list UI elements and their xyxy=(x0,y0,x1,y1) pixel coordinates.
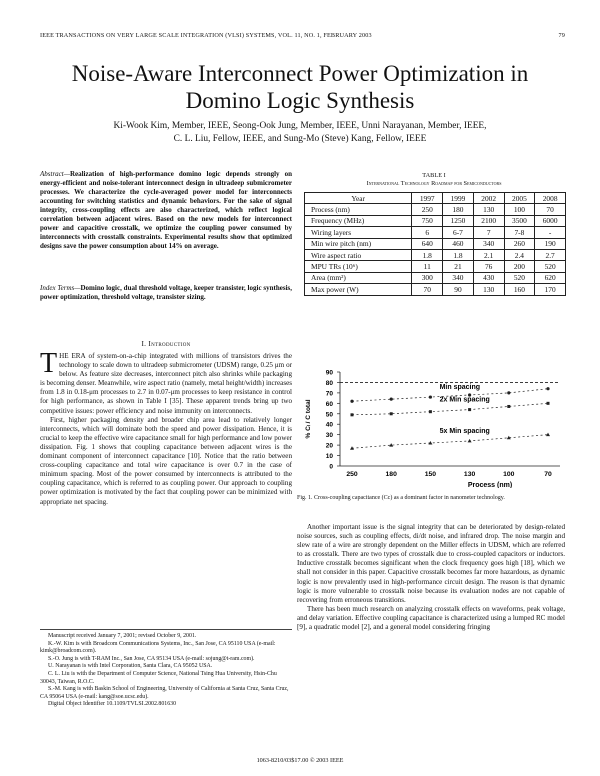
abstract xyxy=(40,170,292,251)
series-label: Min spacing xyxy=(439,383,481,391)
table-cell: Area (mm²) xyxy=(305,272,412,283)
table-cell: 340 xyxy=(443,272,474,283)
table-cell: 160 xyxy=(504,284,535,295)
table-header-cell: Year xyxy=(305,193,412,204)
table-cell: Max power (W) xyxy=(305,284,412,295)
table-cell: 6-7 xyxy=(443,227,474,238)
intro-paragraph-1: THE ERA of system-on-a-chip integrated with millions of transistors drives the technology to scale down to ultradeep submicrometer (UDSM) range, 0.25 μm or below. As feature size decreases, interconnect pitch also shrinks while packaging is becoming denser. Meanwhile, wire aspect ratio (namely, metal height/width) increases from 1.8 in 0.18-μm processes to 2.7 in 0.07-μm processes to keep resistance in control for high performance, as shown in Table I [35]. These apparent trends bring up two competitive issues: power efficiency and noise immunity on interconnects. xyxy=(40,348,293,415)
table-header-cell: 2005 xyxy=(504,193,535,204)
y-tick-label: 70 xyxy=(325,390,333,398)
y-tick-label: 50 xyxy=(325,411,333,419)
author-list: Ki-Wook Kim, Member, IEEE, Seong-Ook Jung, Member, IEEE, Unni Narayanan, Member, IEEE, C. L. Liu, Fellow, IEEE, and Sung-Mo (Steve) Kang, Fellow, IEEE xyxy=(113,121,487,144)
table-cell: 3500 xyxy=(504,215,535,226)
table-cell: 1.8 xyxy=(412,249,443,260)
y-tick-label: 30 xyxy=(325,432,333,440)
table-cell: Process (nm) xyxy=(305,204,412,215)
table-cell: 7-8 xyxy=(504,227,535,238)
table-cell: 180 xyxy=(443,204,474,215)
journal-name: IEEE TRANSACTIONS ON VERY LARGE SCALE INTEGRATION (VLSI) SYSTEMS, VOL. 11, NO. 1, FEBRUARY 2003 xyxy=(40,32,372,39)
data-point xyxy=(507,391,510,394)
data-point xyxy=(429,395,432,398)
y-tick-label: 20 xyxy=(325,442,333,450)
table-row xyxy=(305,249,566,260)
table-cell: - xyxy=(535,227,566,238)
series-line xyxy=(352,403,548,414)
right-paragraph-1: Another important issue is the signal integrity that can be deteriorated by design-related noise sources, such as coupling effects, di/dt noise, and infrared drop. The noise margin and slew rate of a wire are strongly dependent on the Miller effects in UDSM, which are referred to as crosstalk. There are two types of crosstalk due to cross-coupled capacitors or inductors. Inductive crosstalk becomes significant when the clock frequency goes high [18], which we shall not consider in this paper. Capacitive crosstalk becomes far more hazardous, as dynamic logic is now prevalently used in high-performance circuit design. The reason is that dynamic logic is more vulnerable to crosstalk noise because its evaluation nodes are not capable of recovering from erroneous transitions. xyxy=(297,523,565,604)
data-point xyxy=(546,387,549,390)
table-cell: Wire aspect ratio xyxy=(305,249,412,260)
table-header-cell: 2002 xyxy=(473,193,504,204)
abstract-text: Realization of high-performance domino logic depends strongly on energy-efficient and noise-tolerant interconnect design in ultradeep submicrometer processes. We characterize the cycle-averaged power model for interconnects accounting for switching statistics and dynamic behaviors. For the sake of signal integrity, cross-coupling effects are also characterized, which reflect logical correlation between adjacent wires. Based on the new models for interconnect power and capacitive crosstalk, we optimize the coupling power consumed by interconnects with crosstalk constraints. Experimental results show that optimized designs save the power consumption about 14% on average. xyxy=(40,170,292,250)
y-tick-label: 80 xyxy=(325,379,333,387)
x-tick-label: 180 xyxy=(385,471,397,478)
data-point xyxy=(546,433,550,437)
page-number: 79 xyxy=(558,32,565,39)
table-cell: 70 xyxy=(535,204,566,215)
table-cell: MPU TRs (10⁶) xyxy=(305,261,412,272)
data-point xyxy=(429,410,432,413)
table-number: TABLE I xyxy=(422,172,446,179)
table-cell: 520 xyxy=(504,272,535,283)
table-cell: 260 xyxy=(504,238,535,249)
table-row xyxy=(305,227,566,238)
table-cell: 7 xyxy=(473,227,504,238)
table-cell: 1.8 xyxy=(443,249,474,260)
data-point xyxy=(390,398,393,401)
table-header-cell: 1999 xyxy=(443,193,474,204)
y-axis-label: % Cₗ / C total xyxy=(305,399,312,439)
index-terms xyxy=(40,284,292,302)
footnote: S.-M. Kang is with Baskin School of Engineering, University of California at Santa Cruz, Santa Cruz, CA 95064 USA (e-mail: kang@soe.ucsc.edu). xyxy=(40,686,289,700)
table-cell: 76 xyxy=(473,261,504,272)
y-tick-label: 60 xyxy=(325,400,333,408)
data-point xyxy=(351,413,354,416)
data-point xyxy=(390,412,393,415)
series-label: 5x Min spacing xyxy=(439,427,490,435)
table-cell: 170 xyxy=(535,284,566,295)
table-cell: 11 xyxy=(412,261,443,272)
table-cell: 2100 xyxy=(473,215,504,226)
table-row xyxy=(305,272,566,283)
table-cell: 340 xyxy=(473,238,504,249)
table-cell: 2.7 xyxy=(535,249,566,260)
table-cell: 130 xyxy=(473,284,504,295)
table-cell: Min wire pitch (nm) xyxy=(305,238,412,249)
figure-caption-text: Cross-coupling capacitance (Cc) as a dominant factor in nanometer technology. xyxy=(314,495,505,501)
table-row xyxy=(305,261,566,272)
right-column-text xyxy=(297,523,565,632)
figure-label: Fig. 1. xyxy=(297,495,313,501)
footnotes xyxy=(40,629,292,709)
table-cell: 2.4 xyxy=(504,249,535,260)
table-cell: 100 xyxy=(504,204,535,215)
right-paragraph-2: There has been much research on analyzing crosstalk effects on waveforms, peak voltage, and delay variation. Effective coupling capacitance is characterized using a lumped RC model [9], a quadratic model [2], and a general model considering fringing xyxy=(297,604,565,632)
table-row xyxy=(305,238,566,249)
running-header xyxy=(40,32,565,39)
table-caption xyxy=(303,172,565,188)
table-cell: 90 xyxy=(443,284,474,295)
table-header-cell: 1997 xyxy=(412,193,443,204)
technology-roadmap-table xyxy=(304,192,566,296)
table-cell: 1250 xyxy=(443,215,474,226)
drop-cap: T xyxy=(40,348,58,379)
table-cell: 130 xyxy=(473,204,504,215)
data-point xyxy=(350,400,353,403)
y-tick-label: 10 xyxy=(325,453,333,461)
copyright-footer: 1063-8210/03$17.00 © 2003 IEEE xyxy=(256,757,344,764)
series-line xyxy=(352,435,548,449)
table-cell: 250 xyxy=(412,204,443,215)
section-heading-introduction: I. Introduction xyxy=(141,339,191,348)
x-tick-label: 130 xyxy=(463,471,476,478)
introduction-text xyxy=(40,348,293,507)
table-cell: 70 xyxy=(412,284,443,295)
data-point xyxy=(507,405,510,408)
table-cell: Wiring layers xyxy=(305,227,412,238)
table-cell: 430 xyxy=(473,272,504,283)
table-cell: 6 xyxy=(412,227,443,238)
x-axis-label: Process (nm) xyxy=(467,482,513,488)
table-cell: 620 xyxy=(535,272,566,283)
x-tick-label: 70 xyxy=(544,471,552,478)
table-cell: 2.1 xyxy=(473,249,504,260)
table-cell: 300 xyxy=(412,272,443,283)
table-row xyxy=(305,284,566,295)
table-cell: 6000 xyxy=(535,215,566,226)
table-cell: 460 xyxy=(443,238,474,249)
y-tick-label: 90 xyxy=(325,369,333,377)
table-cell: 750 xyxy=(412,215,443,226)
footnote: Manuscript received January 7, 2001; revised October 9, 2001. xyxy=(48,633,197,639)
coupling-capacitance-chart xyxy=(298,368,570,488)
table-cell: Frequency (MHz) xyxy=(305,215,412,226)
data-point xyxy=(468,439,472,443)
data-point xyxy=(547,402,550,405)
series-label: 2x Min spacing xyxy=(439,396,490,404)
x-tick-label: 100 xyxy=(503,471,515,478)
footnote: S.-O. Jung is with T-RAM Inc., San Jose, CA 95134 USA (e-mail: sojung@t-ram.com). xyxy=(48,655,255,662)
table-cell: 520 xyxy=(535,261,566,272)
table-cell: 21 xyxy=(443,261,474,272)
table-row xyxy=(305,204,566,215)
abstract-label: Abstract— xyxy=(40,170,70,178)
footnote: Digital Object Identifier 10.1109/TVLSI.2002.801630 xyxy=(48,701,177,708)
footnote: K.-W. Kim is with Broadcom Communications Systems, Inc., San Jose, CA 95110 USA (e-mail: kimk@broadcom.com). xyxy=(40,640,276,655)
figure-caption xyxy=(297,495,565,503)
table-cell: 190 xyxy=(535,238,566,249)
index-terms-text: Domino logic, dual threshold voltage, keeper transister, logic synthesis, power optimization, threshold voltage, transister sizing. xyxy=(40,284,293,301)
intro-paragraph-2: First, higher packaging density and broader chip area lead to relatively longer interconnects, which will dominate both the speed and power dissipation. Hence, it is crucial to keep the effective wire capacitance small for high performance and low power dissipation. Fig. 1 shows that coupling capacitance between adjacent wires is the dominant component of interconnect capacitance [10]. Notice that the ratio between cross-coupling capacitance and total wire capacitance is over 0.7 in the case of minimum spacing. Most of the power consumed by interconnects is attributed to the coupling capacitance, which is referred to as coupling power. Our approach to coupling power optimization is motivated by the fact that coupling power can be minimized with appropriate net spacing. xyxy=(40,415,292,506)
y-tick-label: 40 xyxy=(325,421,333,429)
x-tick-label: 150 xyxy=(424,471,437,478)
table-header-cell: 2008 xyxy=(535,193,566,204)
data-point xyxy=(468,408,471,411)
table-row xyxy=(305,215,566,226)
table-cell: 640 xyxy=(412,238,443,249)
index-terms-label: Index Terms— xyxy=(40,284,81,292)
footnote: C. L. Liu is with the Department of Computer Science, National Tsing Hua University, Hsin-Chu 30043, Taiwan, R.O.C. xyxy=(40,670,277,685)
y-tick-label: 0 xyxy=(329,463,333,471)
table-cell: 200 xyxy=(504,261,535,272)
x-tick-label: 250 xyxy=(346,471,358,478)
paper-title: Noise-Aware Interconnect Power Optimization in Domino Logic Synthesis xyxy=(71,61,529,113)
table-title: International Technology Roadmap for Semiconductors xyxy=(366,180,502,187)
footnote: U. Narayanan is with Intel Corporation, Santa Clara, CA 95052 USA. xyxy=(48,663,213,670)
